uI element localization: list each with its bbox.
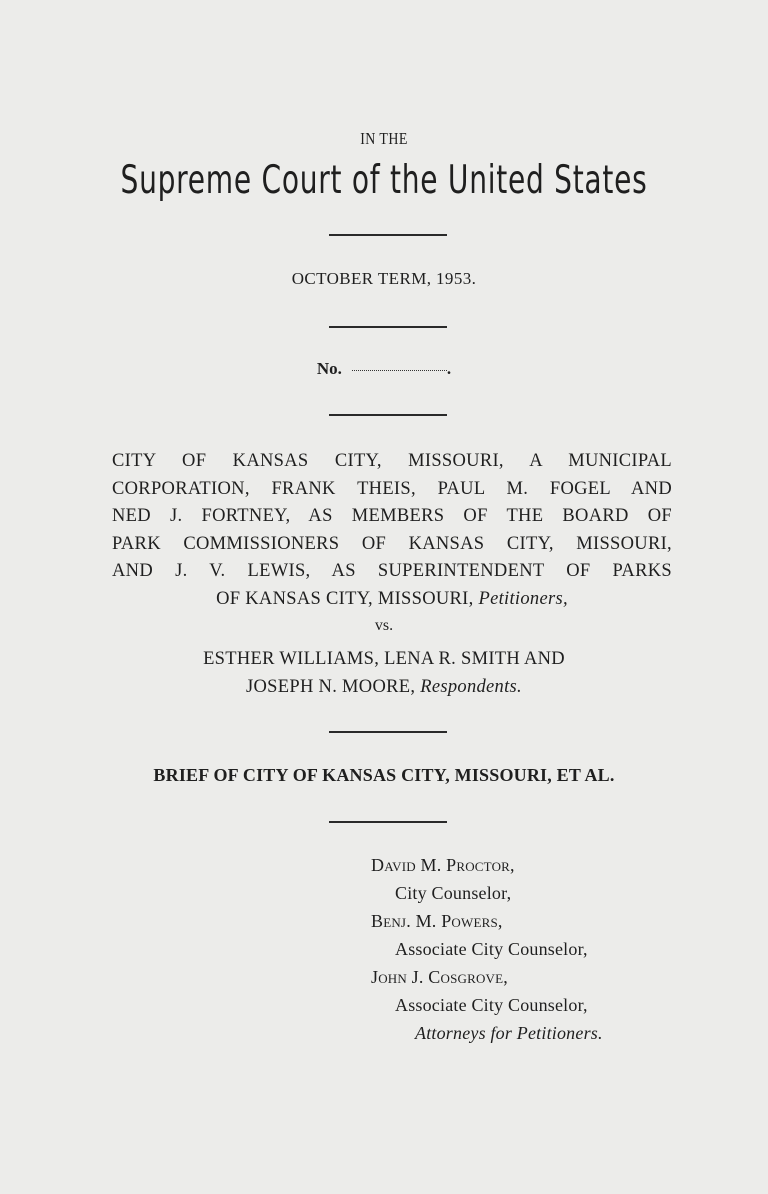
respondent-line-text: JOSEPH N. MOORE, <box>246 676 416 697</box>
caption-line: PARK COMMISSIONERS OF KANSAS CITY, MISSOURI, <box>112 533 672 554</box>
attorneys-for-label: Attorneys for Petitioners. <box>415 1023 603 1043</box>
counsel-name: Benj. M. Powers, <box>371 911 503 931</box>
respondent-line-2 <box>0 674 768 702</box>
divider-rule <box>329 414 447 416</box>
divider-rule <box>329 731 447 733</box>
counsel-block <box>371 851 603 1047</box>
counsel-name: David M. Proctor, <box>371 855 515 875</box>
term-line: OCTOBER TERM, 1953. <box>291 269 477 288</box>
counsel-title: Associate City Counselor, <box>395 995 588 1015</box>
versus: vs. <box>374 617 394 634</box>
divider-rule <box>329 234 447 236</box>
caption-last-line <box>112 586 672 614</box>
case-caption-respondents <box>0 646 768 701</box>
court-title: Supreme Court of the United States <box>120 158 648 203</box>
counsel-title: City Counselor, <box>395 883 512 903</box>
docket-number-suffix: . <box>446 359 452 378</box>
caption-last-text: OF KANSAS CITY, MISSOURI, <box>216 588 474 609</box>
caption-line: NED J. FORTNEY, AS MEMBERS OF THE BOARD OF <box>112 506 672 527</box>
petitioners-label: Petitioners, <box>478 588 568 609</box>
caption-line: CORPORATION, FRANK THEIS, PAUL M. FOGEL AND <box>112 478 672 499</box>
divider-rule <box>329 326 447 328</box>
docket-number-label: No. <box>316 359 342 378</box>
respondent-line: ESTHER WILLIAMS, LENA R. SMITH AND <box>203 649 565 669</box>
caption-line: CITY OF KANSAS CITY, MISSOURI, A MUNICIPAL <box>112 451 672 471</box>
divider-rule <box>329 821 447 823</box>
respondents-label: Respondents. <box>420 676 522 697</box>
case-caption-petitioners <box>112 448 672 614</box>
brief-title: BRIEF OF CITY OF KANSAS CITY, MISSOURI, ET AL. <box>153 765 615 785</box>
docket-number-blank <box>352 370 447 371</box>
caption-line: AND J. V. LEWIS, AS SUPERINTENDENT OF PARKS <box>112 561 672 582</box>
counsel-name: John J. Cosgrove, <box>371 967 508 987</box>
in-the-heading: IN THE <box>360 129 408 148</box>
counsel-title: Associate City Counselor, <box>395 939 588 959</box>
docket-number <box>0 359 768 379</box>
